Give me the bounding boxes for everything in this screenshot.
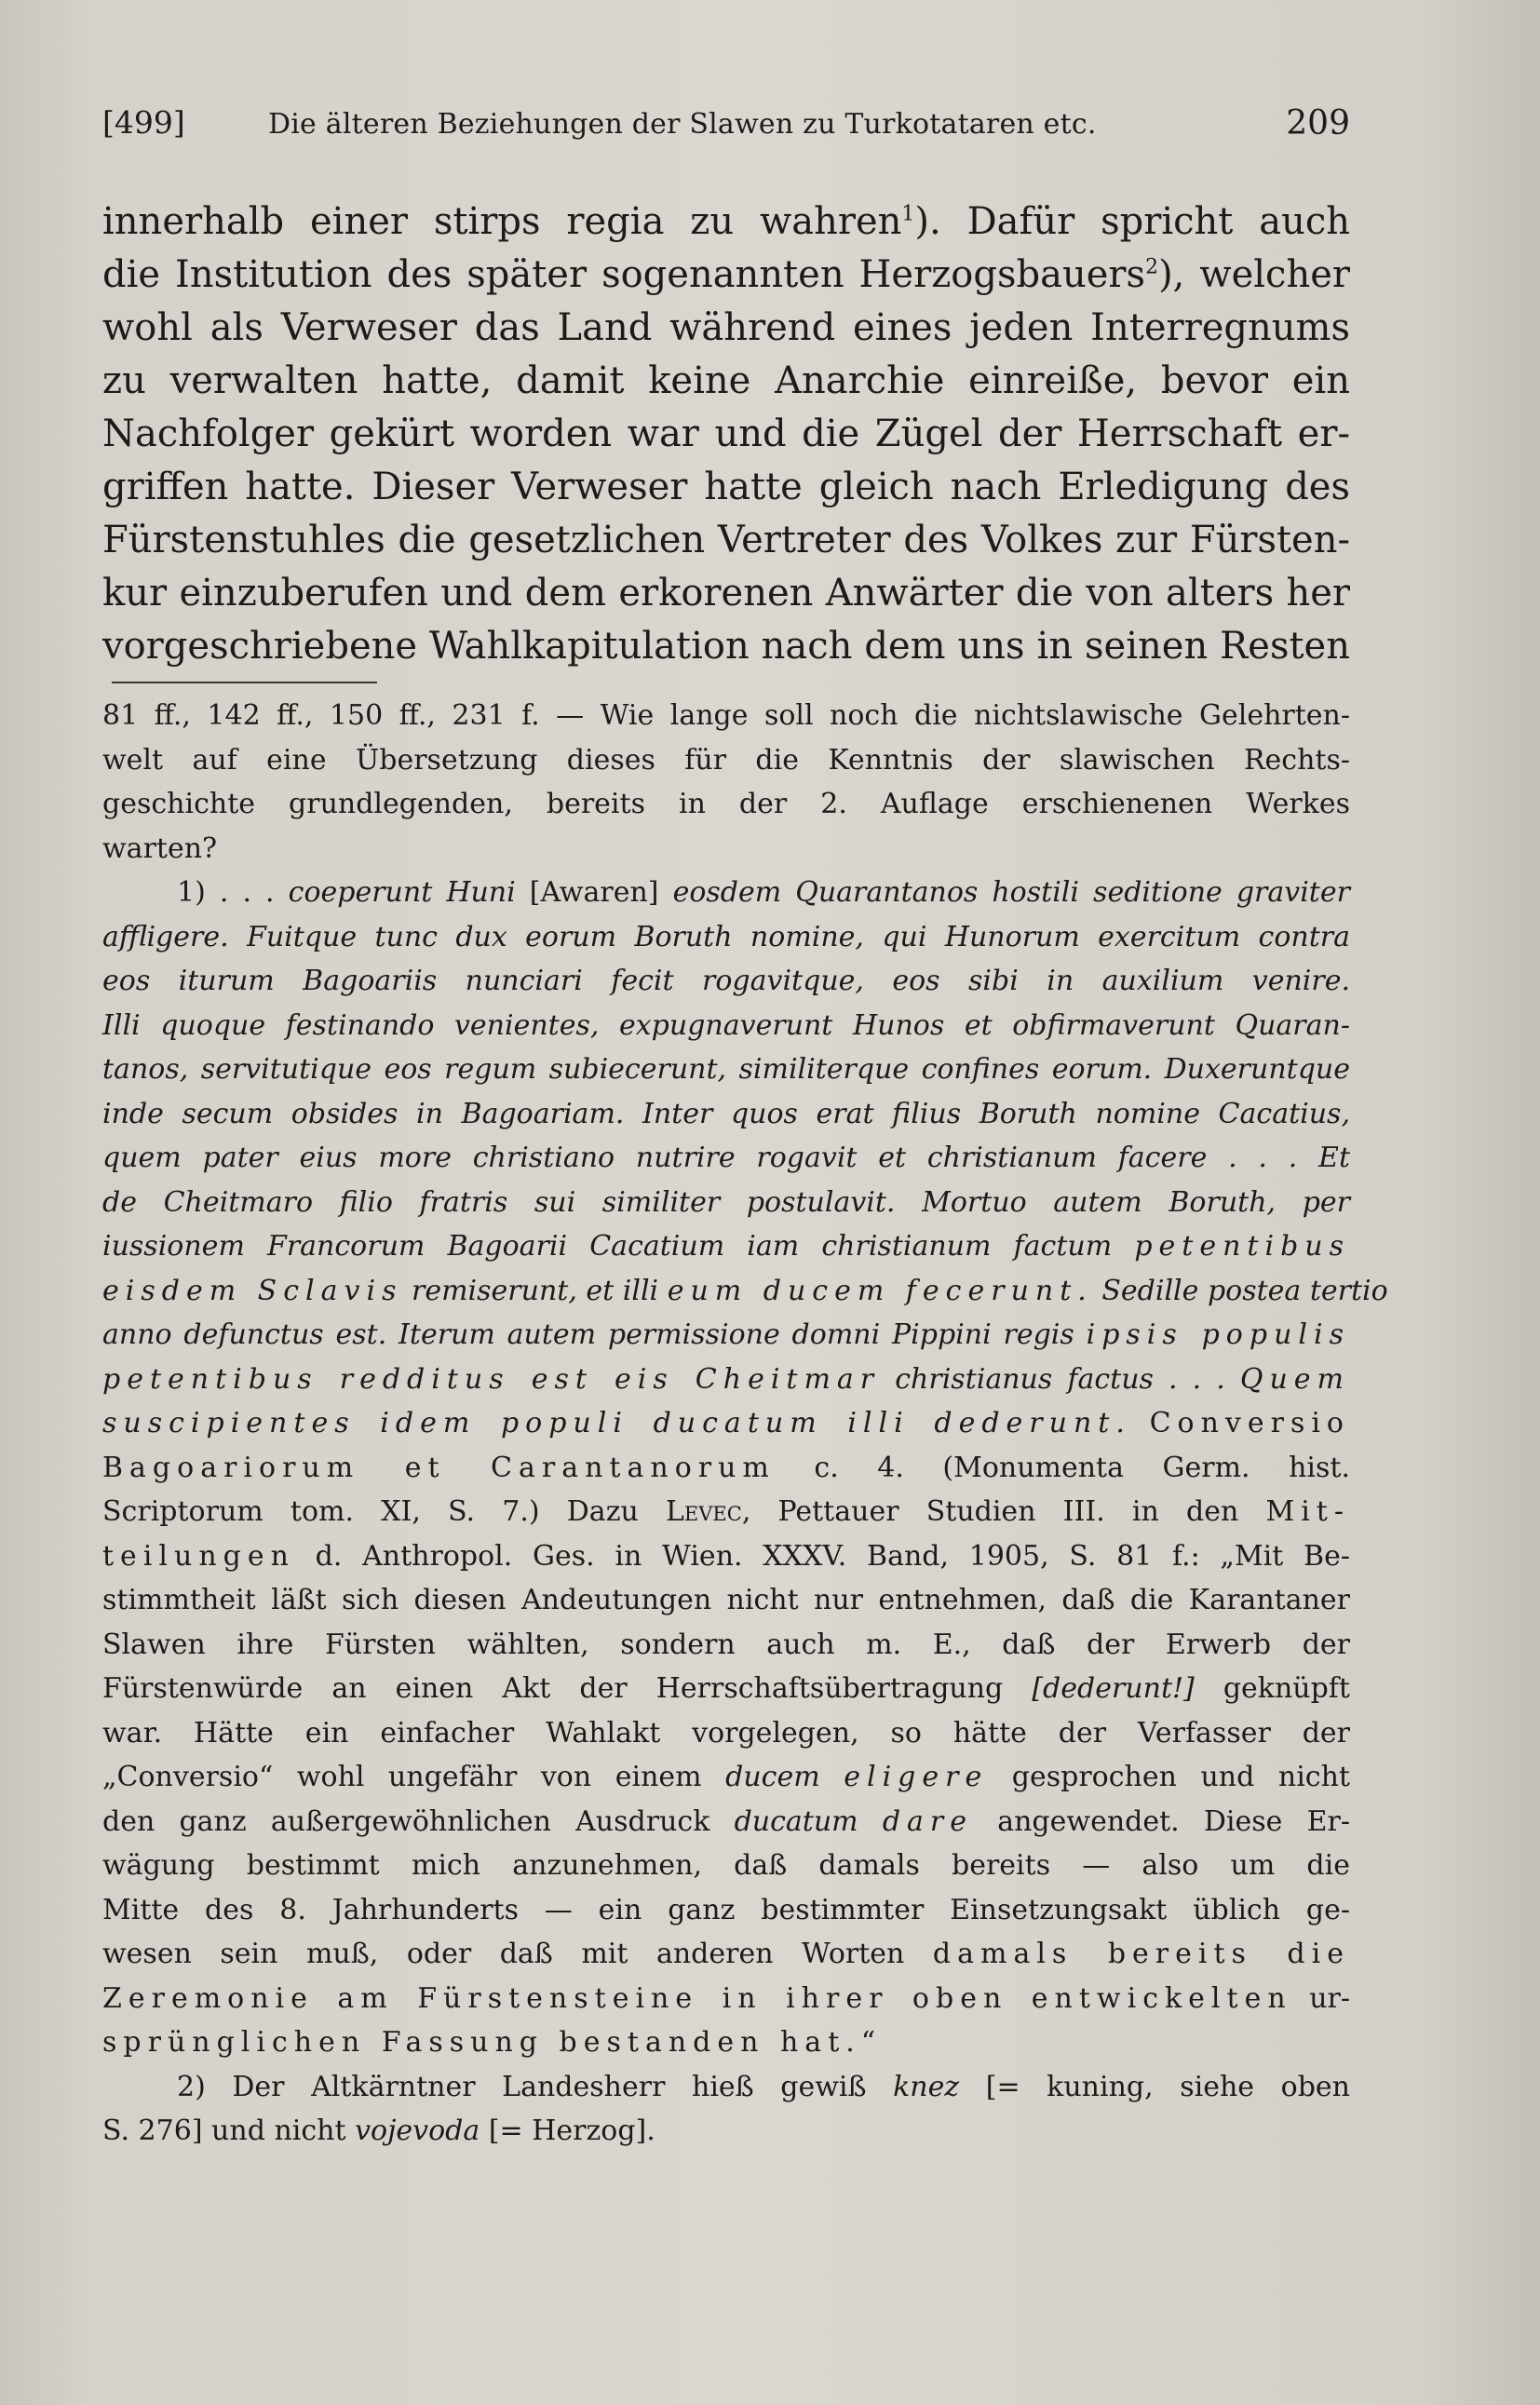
running-header <box>102 104 1350 151</box>
footnote-1-line: den ganz außergewöhnlichen Ausdruck ducatum dare angewendet. Diese Er- <box>102 1804 1350 1838</box>
footnote-1-line: war. Hätte ein einfacher Wahlakt vorgelegen, so hätte der Verfasser der <box>102 1716 1350 1750</box>
folio-number: 209 <box>1286 104 1350 142</box>
footnote-line: geschichte grundlegenden, bereits in der 2. Auflage erschienenen Werkes <box>102 788 1350 820</box>
footnote-1-line: Bagoariorum et Carantanorum c. 4. (Monumenta Germ. hist. <box>102 1451 1350 1484</box>
main-text <box>102 196 1350 673</box>
footnote-1-line: affligere. Fuitque tunc dux eorum Boruth nomine, qui Hunorum exercitum contra <box>102 920 1350 953</box>
footnote-ref: 1 <box>901 202 915 226</box>
footnote-1-line: tanos, servitutique eos regum subiecerunt, similiterque confines eorum. Duxeruntque <box>102 1053 1350 1086</box>
footnote-1-line: petentibus redditus est eis Cheitmar christianus factus . . . Quem <box>102 1362 1350 1396</box>
footnote-1-line: suscipientes idem populi ducatum illi dederunt. Conversio <box>102 1407 1350 1439</box>
footnote-1-line: Illi quoque festinando venientes, expugnaverunt Hunos et obfirmaverunt Quaran- <box>102 1008 1350 1042</box>
footnote-2-line: S. 276] und nicht vojevoda [= Herzog]. <box>102 2115 655 2147</box>
text-line: vorgeschriebene Wahlkapitulation nach dem uns in seinen Resten <box>102 625 1350 668</box>
running-title: Die älteren Beziehungen der Slawen zu Turkotataren etc. <box>268 108 1097 141</box>
footnote-1-line: Scriptorum tom. XI, S. 7.) Dazu Levec, Pettauer Studien III. in den Mit- <box>102 1495 1350 1528</box>
footnote-1-line: stimmtheit läßt sich diesen Andeutungen nicht nur entnehmen, daß die Karantaner <box>102 1584 1350 1616</box>
footnote-1-line: 1) . . . coeperunt Huni [Awaren] eosdem Quarantanos hostili seditione graviter <box>177 876 1350 909</box>
text-line: Nachfolger gekürt worden war und die Zügel der Herrschaft er- <box>102 412 1350 455</box>
footnote-line: welt auf eine Übersetzung dieses für die Kenntnis der slawischen Rechts- <box>102 743 1350 777</box>
footnote-ref: 2 <box>1145 255 1159 279</box>
footnote-line: 81 ff., 142 ff., 150 ff., 231 f. — Wie lange soll noch die nichtslawische Gelehrten- <box>102 699 1350 732</box>
bracket-page-number: [499] <box>102 104 185 141</box>
text-line: Fürstenstuhles die gesetzlichen Vertreter des Volkes zur Fürsten- <box>102 519 1350 561</box>
footnote-2-line: 2) Der Altkärntner Landesherr hieß gewiß knez [= kuning, siehe oben <box>177 2070 1350 2103</box>
footnote-1-line: eisdem Sclavis remiserunt, et illi eum ducem fecerunt. Sedille postea tertio <box>102 1274 1388 1307</box>
footnote-1-line: Zeremonie am Fürstensteine in ihrer oben entwickelten ur- <box>102 1981 1350 2015</box>
footnote-1-line: inde secum obsides in Bagoariam. Inter quos erat filius Boruth nomine Cacatius, <box>102 1097 1350 1130</box>
footnote-1-line: anno defunctus est. Iterum autem permissione domni Pippini regis ipsis populis <box>102 1318 1350 1351</box>
text-line: die Institution des später sogenannten Herzogsbauers$^2$), welcher <box>102 253 1351 296</box>
text-line: innerhalb einer stirps regia zu wahren$^1$). Dafür spricht auch <box>102 200 1350 243</box>
text-line: griffen hatte. Dieser Verweser hatte gleich nach Erledigung des <box>102 466 1350 508</box>
footnote-rule <box>112 682 377 683</box>
footnote-1-line: wägung bestimmt mich anzunehmen, daß damals bereits — also um die <box>102 1849 1350 1882</box>
footnote-1-line: wesen sein muß, oder daß mit anderen Worten damals bereits die <box>102 1938 1350 1970</box>
footnote-1-line: iussionem Francorum Bagoarii Cacatium iam christianum factum petentibus <box>102 1230 1350 1263</box>
footnote-1-line: de Cheitmaro filio fratris sui similiter postulavit. Mortuo autem Boruth, per <box>102 1185 1350 1219</box>
footnote-1-line: Mitte des 8. Jahrhunderts — ein ganz bestimmter Einsetzungsakt üblich ge- <box>102 1893 1350 1926</box>
footnote-1-line: „Conversio“ wohl ungefähr von einem ducem eligere gesprochen und nicht <box>102 1761 1350 1793</box>
footnote-1-line: Fürstenwürde an einen Akt der Herrschaftsübertragung [dederunt!] geknüpft <box>102 1672 1350 1705</box>
footnote-line: warten? <box>102 831 218 865</box>
text-line: wohl als Verweser das Land während eines jeden Interregnums <box>102 306 1350 349</box>
footnote-1-line: eos iturum Bagoariis nunciari fecit rogavitque, eos sibi in auxilium venire. <box>102 965 1350 997</box>
text-line: zu verwalten hatte, damit keine Anarchie einreiße, bevor ein <box>102 359 1350 402</box>
footnote-1-line: sprünglichen Fassung bestanden hat.“ <box>102 2026 876 2059</box>
footnote-1-line: Slawen ihre Fürsten wählten, sondern auch m. E., daß der Erwerb der <box>102 1628 1350 1661</box>
footnotes <box>102 694 1388 2154</box>
footnote-1-line: quem pater eius more christiano nutrire rogavit et christianum facere . . . Et <box>102 1142 1350 1174</box>
footnote-1-line: teilungen d. Anthropol. Ges. in Wien. XXXV. Band, 1905, S. 81 f.: „Mit Be- <box>102 1539 1350 1573</box>
text-line: kur einzuberufen und dem erkorenen Anwärter die von alters her <box>102 572 1350 615</box>
